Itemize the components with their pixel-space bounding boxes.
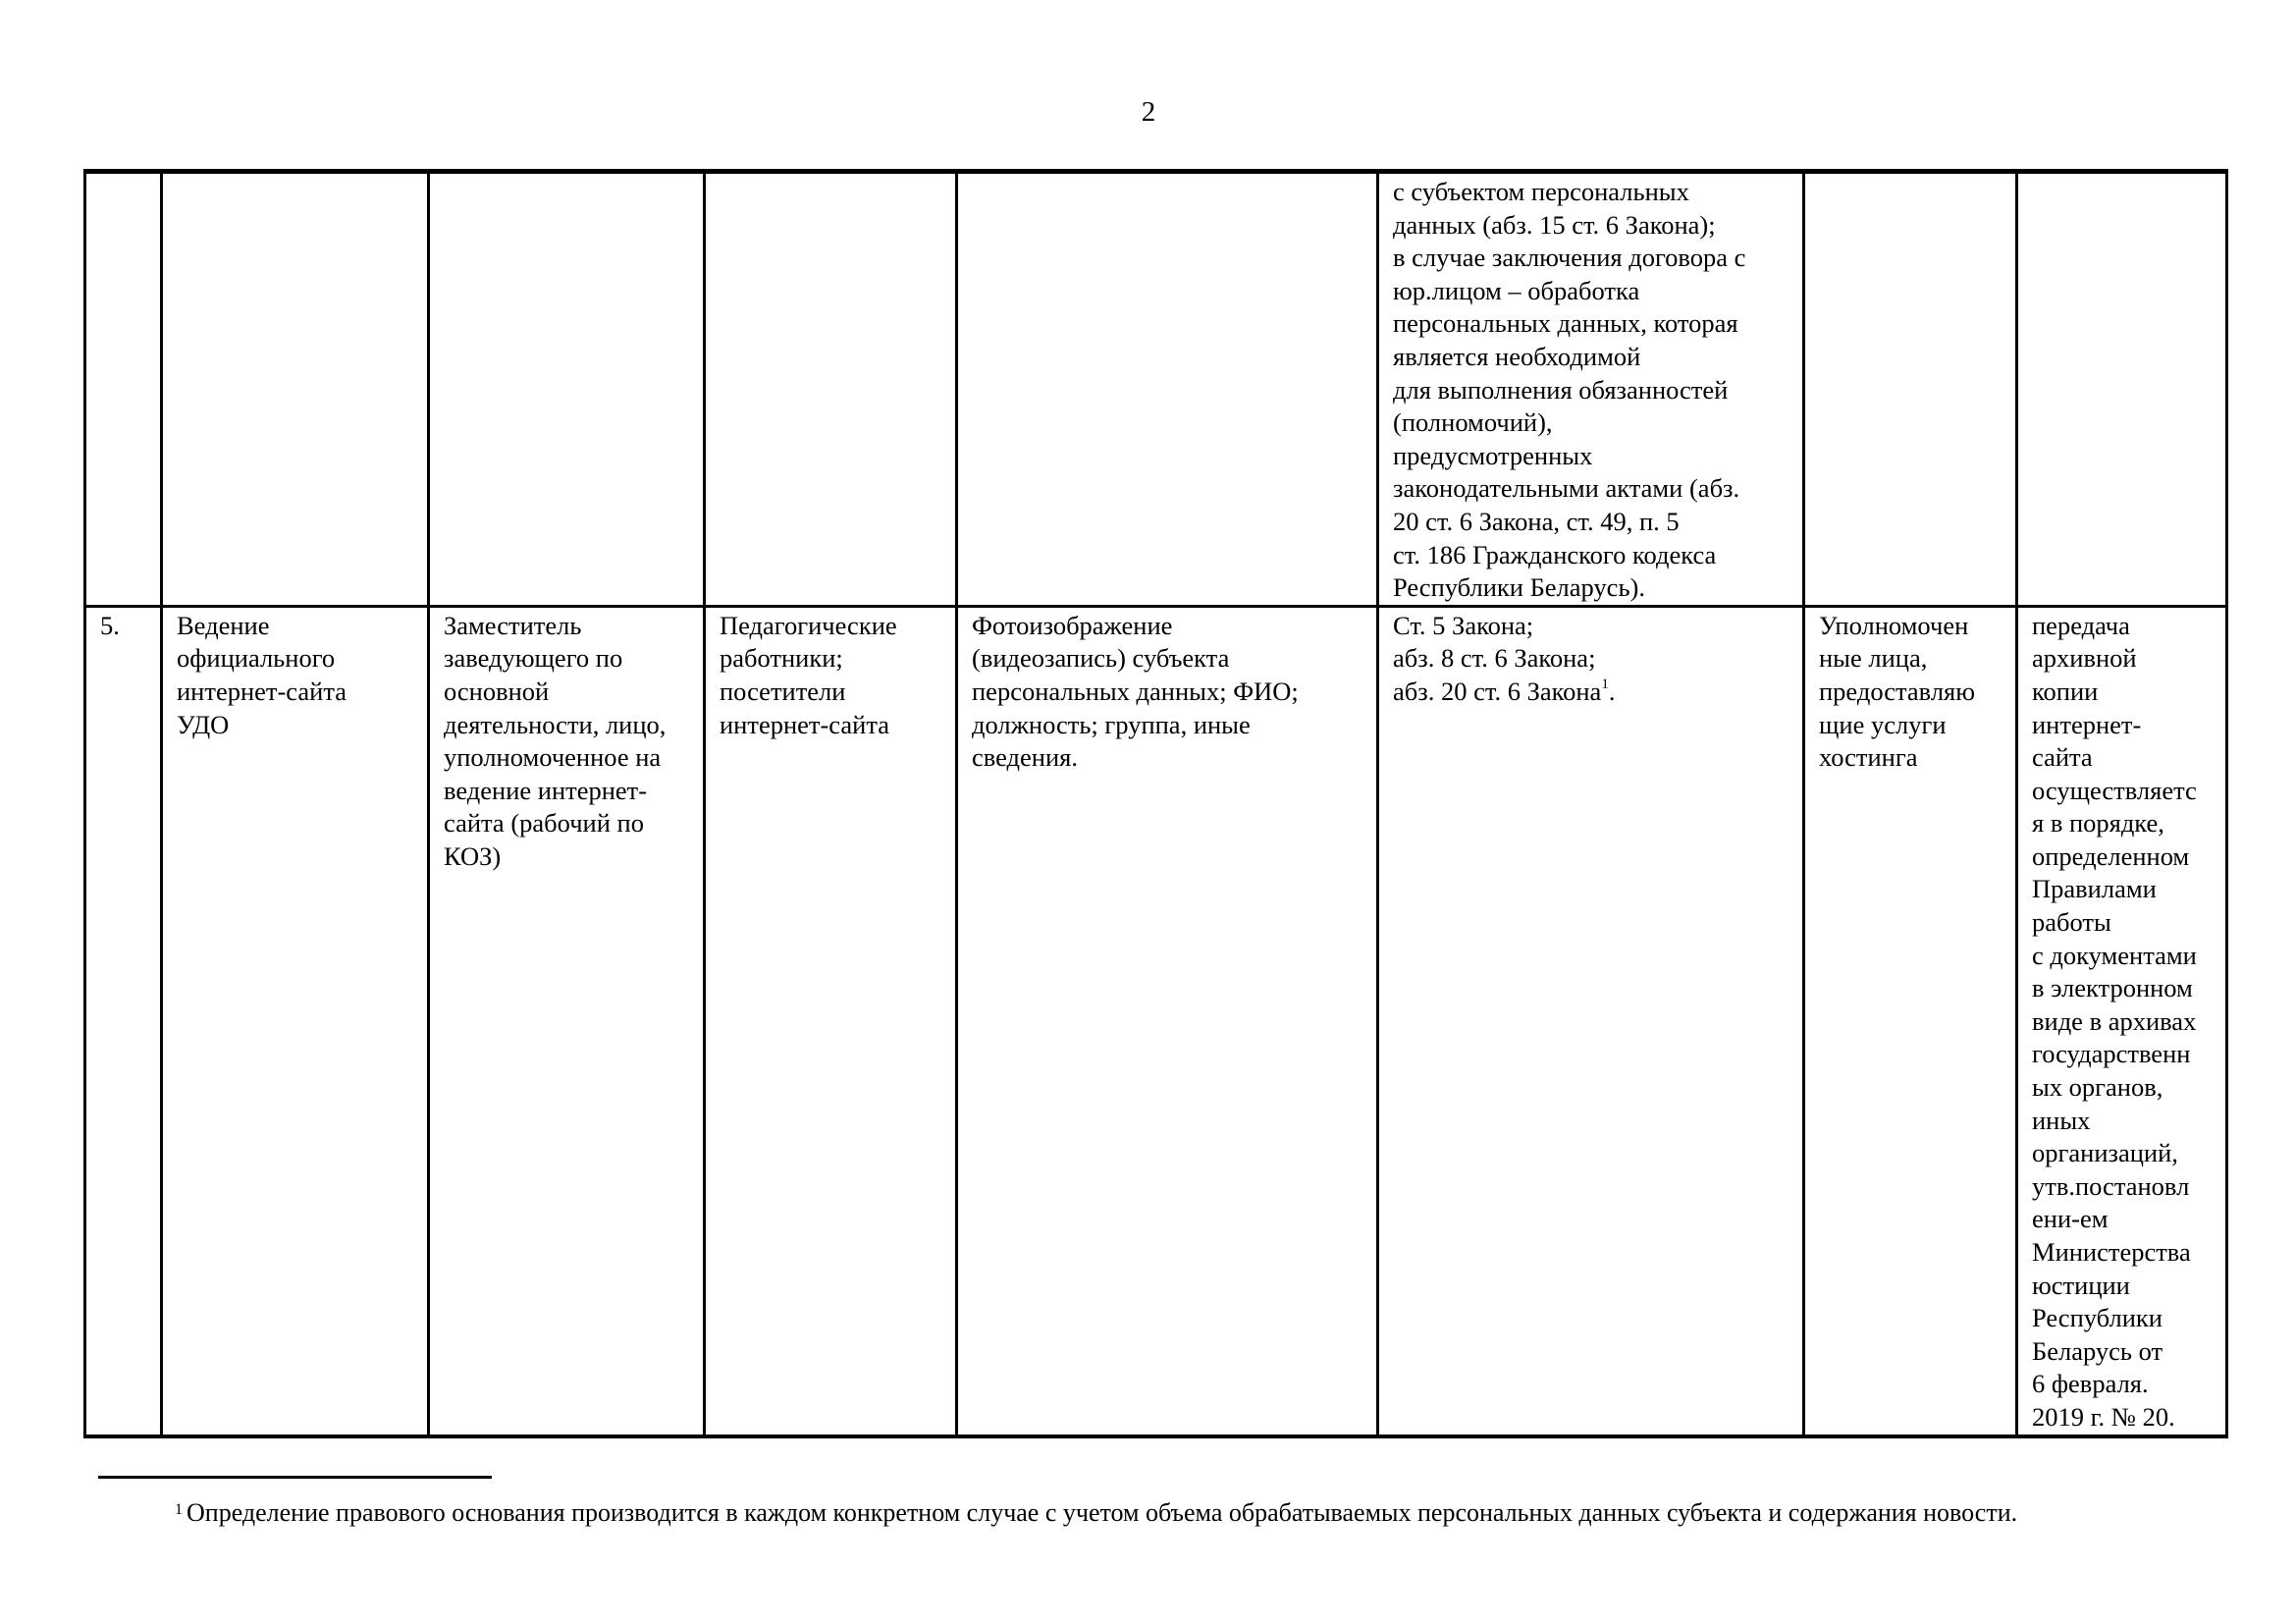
cell-subjects [705,172,957,607]
cell-notes: передача архивной копии интернет- сайта осуществляетс я в порядке, определенном Правилами работы с документами в электронном виде в архивах государственн ых органов, иных организаций, утв.постановл ени-ем Министерства юстиции Республики Беларусь от 6 февраля. 2019 г. № 20. [2017,606,2227,1435]
table-row [85,606,2227,1435]
cell-process: Ведение официального интернет-сайта УДО [162,606,429,1435]
cell-data-list: Фотоизображение (видеозапись) субъекта персональных данных; ФИО; должность; группа, иные сведения. [957,606,1378,1435]
personal-data-processing-table [83,169,2228,1438]
legal-basis-text: Ст. 5 Закона; абз. 8 ст. 6 Закона; абз. 20 ст. 6 Закона [1393,610,1602,706]
footnote-separator [98,1476,492,1479]
cell-recipients: Уполномочен ные лица, предоставляю щие услуги хостинга [1804,606,2017,1435]
footnote-text: Определение правового основания производится в каждом конкретном случае с учетом объема обрабатываемых персональных данных субъекта и содержания новости. [187,1498,2018,1527]
table-row [85,172,2227,607]
cell-subjects: Педагогические работники; посетители интернет-сайта [705,606,957,1435]
cell-legal-basis: с субъектом персональных данных (абз. 15 ст. 6 Закона); в случае заключения договора с юр.лицом – обработка персональных данных, которая является необходимой для выполнения обязанностей (полномочий), предусмотренных законодательными актами (абз. 20 ст. 6 Закона, ст. 49, п. 5 ст. 186 Гражданского кодекса Республики Беларусь). [1378,172,1804,607]
cell-number [85,172,162,607]
cell-responsible [429,172,705,607]
footnote [175,1496,2017,1530]
cell-recipients [1804,172,2017,607]
cell-responsible: Заместитель заведующего по основной деятельности, лицо, уполномоченное на ведение интернет- сайта (рабочий по КОЗ) [429,606,705,1435]
cell-number: 5. [85,606,162,1435]
cell-data-list [957,172,1378,607]
cell-legal-basis [1378,606,1804,1435]
page-number: 2 [1141,96,1156,128]
cell-notes [2017,172,2227,607]
cell-process [162,172,429,607]
footnote-marker: 1 [175,1501,183,1518]
legal-basis-end: . [1608,676,1616,706]
footnote-reference[interactable]: 1 [1601,677,1609,693]
